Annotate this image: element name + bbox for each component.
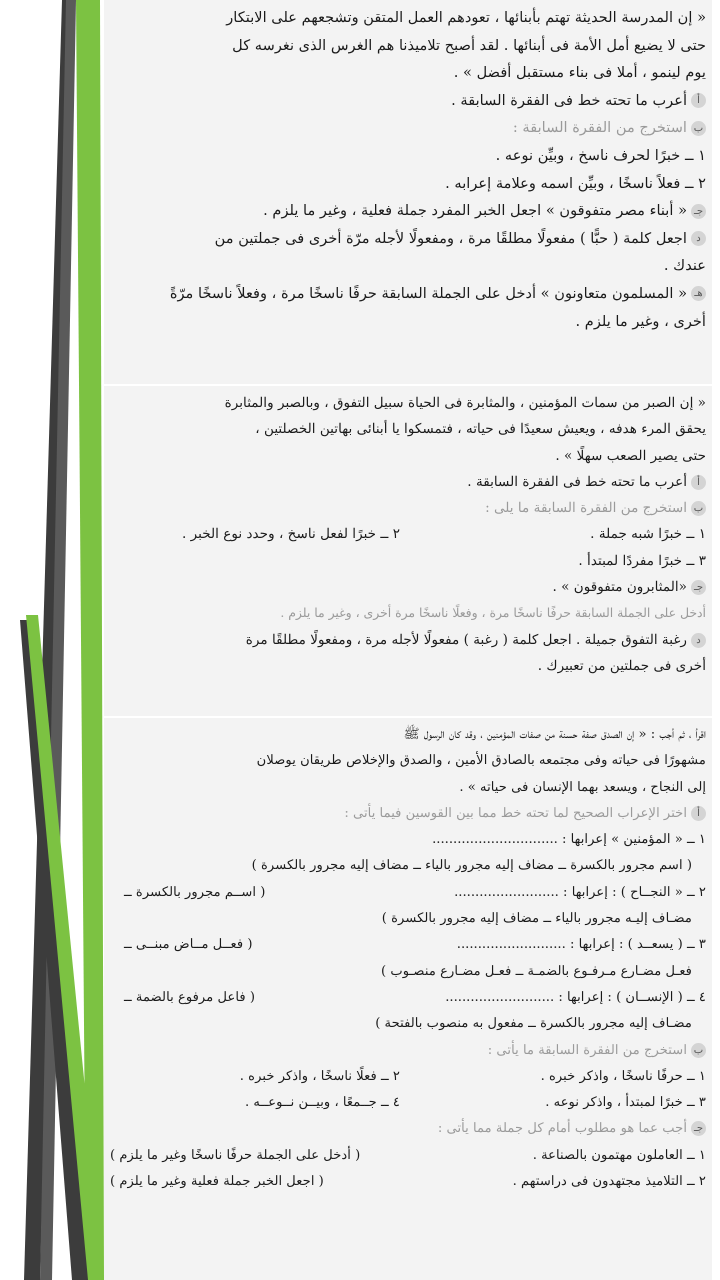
ex3-question-a: أاختر الإعراب الصحيح لما تحته خط مما بين القوسين فيما يأتى :	[110, 801, 706, 827]
ex3-options: مضـاف إليـه مجرور بالياء ــ مضاف إليه مجرور بالكسرة )	[381, 911, 692, 927]
ex3-item-row: ٤ ــ ( الإنســان ) : إعرابها : .......................... ( فاعل مرفوع بالضمة ــ	[124, 989, 706, 1005]
ex1-paragraph-line: حتى لا يضيع أمل الأمة فى أبنائها . لقد أصبح تلاميذنا هم الغرس الذى نغرسه كل	[232, 36, 706, 54]
ex3-options: فعـل مضـارع مـرفـوع بالضمـة ــ فعـل مضـارع منصـوب )	[380, 963, 692, 979]
ex1-question-e-cont: أخرى ، وغير ما يلزم .	[575, 312, 706, 330]
badge-a: أ	[691, 93, 706, 108]
ex1-question-d: داجعل كلمة ( حبًّا ) مفعولًا مطلقًا مرة ، ومفعولًا لأجله مرّة أخرى فى جملتين من	[110, 225, 706, 253]
ex2-question-d-cont: أخرى فى جملتين من تعبيرك .	[537, 657, 706, 674]
badge-c: جـ	[691, 204, 706, 219]
ex3-options: ( اسم مجرور بالكسرة ــ مضاف إليه مجرور بالياء ــ مضاف إليه مجرور بالكسرة )	[251, 858, 692, 874]
ex3-items-row: ٣ ــ خبرًا لمبتدأ ، واذكر نوعه . ٤ ــ جــمعًا ، وبيــن نــوعــه .	[245, 1095, 706, 1111]
ex2-paragraph-line: « إن الصبر من سمات المؤمنين ، والمثابرة فى الحياة سبيل التفوق ، وبالصبر والمثابرة	[224, 395, 706, 411]
ex2-items-row	[110, 521, 706, 547]
ex3-c-row: ٢ ــ التلاميذ مجتهدون فى دراستهم . ( اجعل الخبر جملة فعلية وغير ما يلزم )	[110, 1174, 706, 1190]
ex2-item: ١ ــ خبرًا شبه جملة .	[590, 526, 706, 543]
ex3-item-row: ٢ ــ « النجــاح ) : إعرابها : ......................... ( اســم مجرور بالكسرة ــ	[124, 884, 706, 900]
ex3-paragraph-line: إلى النجاح ، ويسعد بهما الإنسان فى حياته » .	[459, 779, 706, 795]
ex3-question-c: جـأجب عما هو مطلوب أمام كل جملة مما يأتى :	[110, 1116, 706, 1142]
ex3-item-row: ٣ ــ ( يسعــد ) : إعرابها : .......................... ( فعــل مــاض مبنــى ــ	[124, 937, 706, 953]
ex1-question-e: هـ« المسلمون متعاونون » أدخل على الجملة السابقة حرفًا ناسخًا مرة ، وفعلاً ناسخًا مرّةً	[110, 280, 706, 308]
exercise-3	[104, 718, 712, 1280]
ex3-items-row: ١ ــ حرفًا ناسخًا ، واذكر خبره . ٢ ــ فعلًا ناسخًا ، واذكر خبره .	[239, 1068, 706, 1084]
exercise-1	[104, 0, 712, 384]
ex1-question-a: أأعرب ما تحته خط فى الفقرة السابقة .	[110, 87, 706, 115]
ex1-paragraph-line: يوم لينمو ، أملا فى بناء مستقبل أفضل » .	[453, 64, 706, 82]
badge-d: د	[691, 231, 706, 246]
ex2-paragraph-line: يحقق المرء هدفه ، ويعيش سعيدًا فى حياته ، فتمسكوا يا أبنائى بهاتين الخصلتين ،	[255, 421, 706, 438]
ex2-paragraph-line: حتى يصير الصعب سهلًا » .	[555, 447, 706, 464]
ex1-item: ٢ ــ فعلاً ناسخًا ، وبيِّن اسمه وعلامة إعرابه .	[445, 174, 706, 192]
badge-d: د	[691, 633, 706, 648]
ex2-question-c: جـ«المثابرون متفوقون » .	[110, 574, 706, 600]
badge-c: جـ	[691, 1121, 706, 1136]
ex1-question-c: جـ« أبناء مصر متفوقون » اجعل الخبر المفرد جملة فعلية ، وغير ما يلزم .	[110, 197, 706, 225]
ex2-question-a: أأعرب ما تحته خط فى الفقرة السابقة .	[110, 469, 706, 495]
ex2-question-d: درغبة التفوق جميلة . اجعل كلمة ( رغبة ) مفعولًا لأجله مرة ، ومفعولًا مطلقًا مرة	[110, 627, 706, 653]
ex1-item: ١ ــ خبرًا لحرف ناسخ ، وبيِّن نوعه .	[495, 146, 706, 164]
ex2-question-c-cont: أدخل على الجملة السابقة حرفًا ناسخًا مرة ، وفعلًا ناسخًا مرة أخرى ، وغير ما يلزم .	[280, 605, 706, 621]
ex2-item: ٣ ــ خبرًا مفردًا لمبتدأ .	[578, 552, 706, 569]
badge-b: ب	[691, 1043, 706, 1058]
ex1-question-b: باستخرج من الفقرة السابقة :	[110, 114, 706, 142]
badge-b: ب	[691, 501, 706, 516]
badge-b: ب	[691, 121, 706, 136]
exercise-2	[104, 386, 712, 716]
badge-e: هـ	[691, 286, 706, 301]
decorative-stripes	[0, 0, 120, 1280]
ex3-options: مضـاف إليه مجرور بالكسرة ــ مفعول به منصوب بالفتحة )	[375, 1016, 692, 1032]
ex2-item: ٢ ــ خبرًا لفعل ناسخ ، وحدد نوع الخبر .	[182, 526, 400, 543]
ex3-item: ١ ــ « المؤمنين » إعرابها : ..............................	[432, 832, 706, 848]
badge-c: جـ	[691, 580, 706, 595]
ex3-paragraph-line: مشهورًا فى حياته وفى مجتمعه بالصادق الأمين ، والصدق والإخلاص طريقان يوصلان	[256, 753, 706, 769]
ex3-question-b: باستخرج من الفقرة السابقة ما يأتى :	[110, 1038, 706, 1064]
badge-a: أ	[691, 475, 706, 490]
ex3-c-row: ١ ــ العاملون مهتمون بالصناعة . ( أدخل على الجملة حرفًا ناسخًا وغير ما يلزم )	[110, 1147, 706, 1163]
ex3-paragraph-line: اقرأ ، ثم أجب : « إن الصدق صفة حسنة من صفات المؤمنين ، وقد كان الرسول ﷺ	[403, 727, 706, 742]
ex1-question-d-cont: عندك .	[663, 257, 706, 275]
ex1-paragraph-line: « إن المدرسة الحديثة تهتم بأبنائها ، تعودهم العمل المتقن وتشجعهم على الابتكار	[226, 9, 706, 26]
ex2-question-b: باستخرج من الفقرة السابقة ما يلى :	[110, 495, 706, 521]
badge-a: أ	[691, 806, 706, 821]
